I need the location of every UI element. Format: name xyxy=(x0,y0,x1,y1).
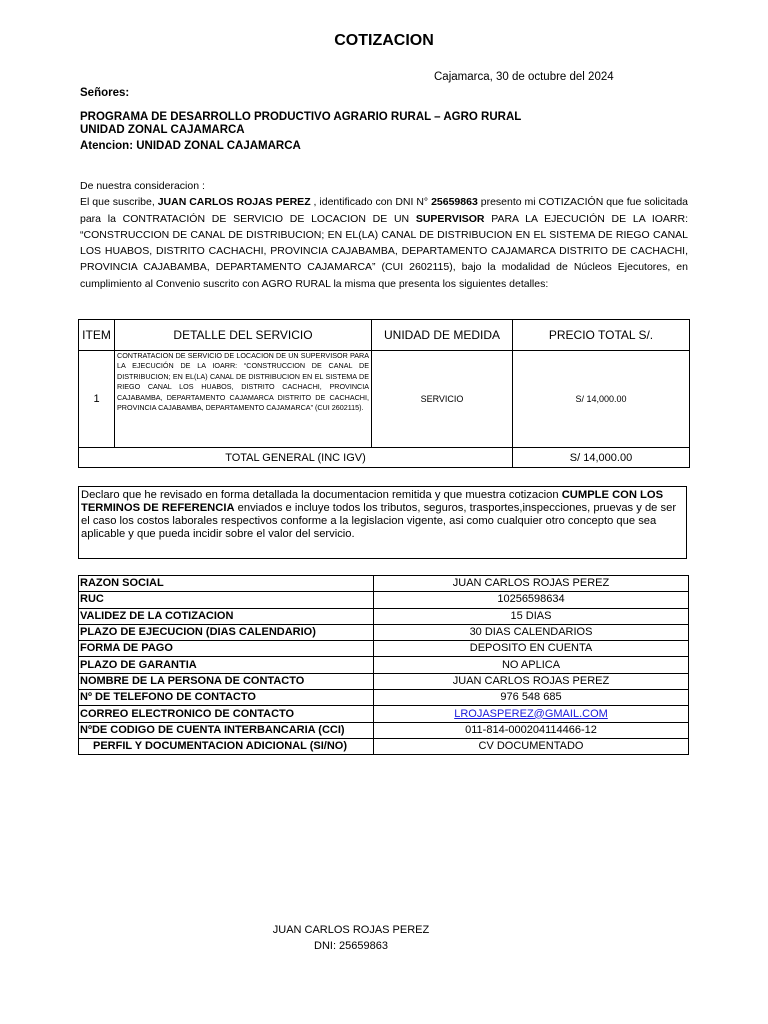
info-label: VALIDEZ DE LA COTIZACION xyxy=(79,608,374,624)
table-row xyxy=(79,608,689,624)
info-value: 976 548 685 xyxy=(374,690,689,706)
header-detail: DETALLE DEL SERVICIO xyxy=(115,320,372,351)
info-value: 30 DIAS CALENDARIOS xyxy=(374,624,689,640)
intro-text-2: , identificado con DNI N° xyxy=(310,196,432,209)
info-value: CV DOCUMENTADO xyxy=(374,738,689,754)
declaration-bold: CUMPLE CON LOS TERMINOS DE REFERENCIA xyxy=(81,489,664,514)
intro-role: SUPERVISOR xyxy=(415,212,485,225)
intro-text-3: presento mi COTIZACIÓN que fue solicitada para la CONTRATACIÓN DE SERVICIO DE LOCACION DE UN xyxy=(80,196,688,225)
intro-dni: 25659863 xyxy=(431,196,478,209)
signature-dni: DNI: 25659863 xyxy=(314,940,388,952)
info-label: CORREO ELECTRONICO DE CONTACTO xyxy=(79,706,374,722)
info-value: 011-814-000204114466-12 xyxy=(374,722,689,738)
info-value xyxy=(374,706,689,722)
document-date: Cajamarca, 30 de octubre del 2024 xyxy=(434,71,614,83)
info-label: FORMA DE PAGO xyxy=(79,641,374,657)
info-label: NOMBRE DE LA PERSONA DE CONTACTO xyxy=(79,673,374,689)
info-label: RUC xyxy=(79,592,374,608)
table-row xyxy=(79,738,689,754)
header-item: ITEM xyxy=(79,320,115,351)
recipient-attention: Atencion: UNIDAD ZONAL CAJAMARCA xyxy=(80,140,301,152)
info-label: RAZON SOCIAL xyxy=(79,576,374,592)
document-title: COTIZACION xyxy=(334,32,434,49)
quote-table xyxy=(78,319,690,468)
intro-paragraph xyxy=(80,194,688,292)
declaration-text-2: enviados e incluye todos los tributos, seguros, trasportes,inspecciones, pruevas y de ser el caso los costos laborales respectivos conforme a la legislacion vigente, asi como cualquier otro concepto que sea aplicable y que pueda incidir sobre el valor del servicio. xyxy=(81,502,677,540)
info-label: PERFIL Y DOCUMENTACION ADICIONAL (SI/NO) xyxy=(79,738,374,754)
table-row xyxy=(79,592,689,608)
salutation: Señores: xyxy=(80,87,130,99)
intro-text-1: El que suscribe, xyxy=(80,196,158,209)
row-detail: CONTRATACION DE SERVICIO DE LOCACION DE UN SUPERVISOR PARA LA EJECUCIÓN DE LA IOARR: “CONSTRUCCION DE CANAL DE DISTRIBUCION; EN EL(LA) CANAL DE DISTRIBUCION EN EL SISTEMA DE RIEGO CANAL LOS HUABOS, DISTRITO CACHACHI, PROVINCIA CAJABAMBA, DEPARTAMENTO CAJAMARCA DISTRITO DE CACHACHI, PROVINCIA CAJABAMBA, DEPARTAMENTO CAJAMARCA” (CUI 2602115). xyxy=(115,351,372,448)
info-label: PLAZO DE GARANTIA xyxy=(79,657,374,673)
recipient-line-2: UNIDAD ZONAL CAJAMARCA xyxy=(80,124,245,136)
header-unit: UNIDAD DE MEDIDA xyxy=(372,320,513,351)
table-row xyxy=(79,657,689,673)
info-value: JUAN CARLOS ROJAS PEREZ xyxy=(374,576,689,592)
declaration-text-1: Declaro que he revisado en forma detallada la documentacion remitida y que muestra cotizacion xyxy=(81,489,562,501)
info-value: 10256598634 xyxy=(374,592,689,608)
recipient-line-1: PROGRAMA DE DESARROLLO PRODUCTIVO AGRARIO RURAL – AGRO RURAL xyxy=(80,111,522,123)
table-row xyxy=(79,576,689,592)
table-row xyxy=(79,690,689,706)
row-unit: SERVICIO xyxy=(372,351,513,448)
total-value: S/ 14,000.00 xyxy=(513,448,690,468)
info-value: DEPOSITO EN CUENTA xyxy=(374,641,689,657)
table-row xyxy=(79,722,689,738)
info-value: NO APLICA xyxy=(374,657,689,673)
info-label: PLAZO DE EJECUCION (DIAS CALENDARIO) xyxy=(79,624,374,640)
declaration-box xyxy=(78,486,687,559)
signature-name: JUAN CARLOS ROJAS PEREZ xyxy=(272,924,430,936)
signature-block xyxy=(0,922,702,954)
greeting: De nuestra consideracion : xyxy=(80,180,205,192)
email-link[interactable]: LROJASPEREZ@GMAIL.COM xyxy=(454,707,608,720)
info-value: 15 DIAS xyxy=(374,608,689,624)
intro-text-4: PARA LA EJECUCIÓN DE LA IOARR: “CONSTRUCCION DE CANAL DE DISTRIBUCION; EN EL(LA) CANAL DE DISTRIBUCION EN EL SISTEMA DE RIEGO CANAL LOS HUABOS, DISTRITO CACHACHI, PROVINCIA CAJABAMBA, DEPARTAMENTO CAJAMARCA DISTRITO DE CACHACHI, PROVINCIA CAJABAMBA, DEPARTAMENTO CAJAMARCA” (CUI 2602115), bajo la modalidad de Núcleos Ejecutores, en cumplimiento al Convenio suscrito con AGRO RURAL la misma que presenta los siguientes detalles: xyxy=(80,212,689,290)
quote-table-header xyxy=(79,320,690,351)
info-label: NºDE CODIGO DE CUENTA INTERBANCARIA (CCI) xyxy=(79,722,374,738)
info-value: JUAN CARLOS ROJAS PEREZ xyxy=(374,673,689,689)
intro-name: JUAN CARLOS ROJAS PEREZ xyxy=(157,196,311,209)
table-row xyxy=(79,624,689,640)
header-price: PRECIO TOTAL S/. xyxy=(513,320,690,351)
info-label: Nº DE TELEFONO DE CONTACTO xyxy=(79,690,374,706)
row-item: 1 xyxy=(79,351,115,448)
total-row xyxy=(79,448,690,468)
info-table xyxy=(78,575,689,755)
row-price: S/ 14,000.00 xyxy=(513,351,690,448)
table-row xyxy=(79,641,689,657)
total-label: TOTAL GENERAL (INC IGV) xyxy=(79,448,513,468)
intro-section xyxy=(80,178,688,292)
table-row xyxy=(79,706,689,722)
table-row xyxy=(79,351,690,448)
table-row xyxy=(79,673,689,689)
